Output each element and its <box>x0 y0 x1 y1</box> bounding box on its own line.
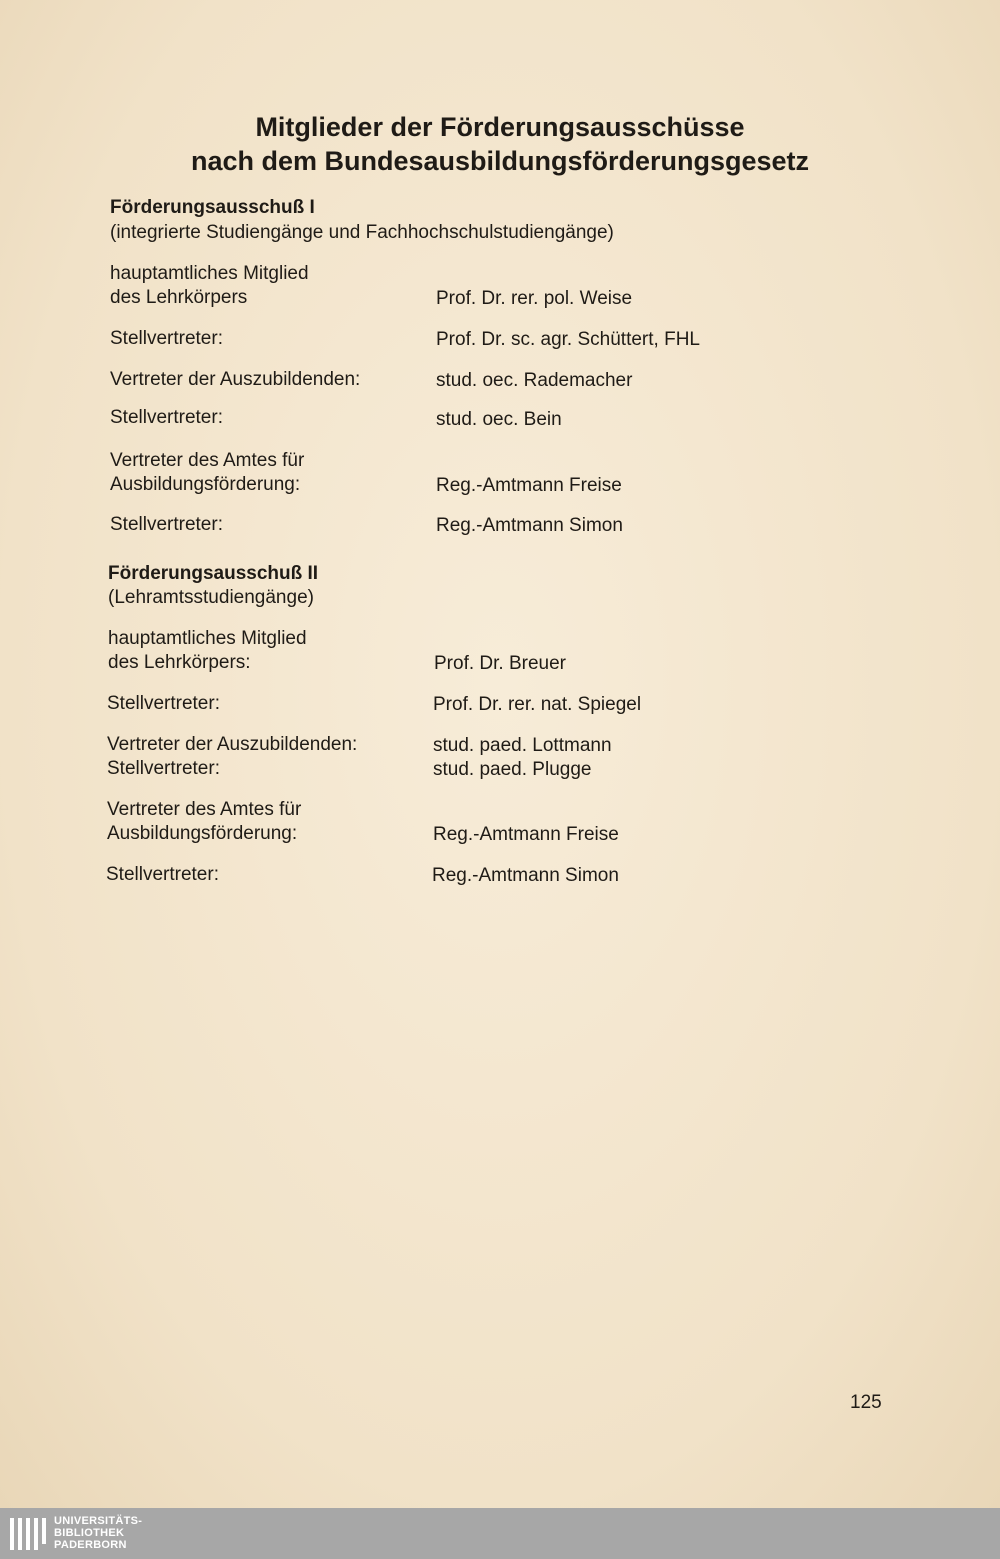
committee-2-heading: Förderungsausschuß II <box>108 563 319 584</box>
library-name-line-1: UNIVERSITÄTS- <box>54 1515 143 1527</box>
library-name <box>54 1515 142 1551</box>
c2-row4-label-line1: Vertreter des Amtes für <box>107 799 302 820</box>
page-number: 125 <box>850 1392 882 1413</box>
library-footer-bar <box>0 1508 1000 1559</box>
committee-1-heading: Förderungsausschuß I <box>110 197 315 218</box>
c1-row1-value: Prof. Dr. rer. pol. Weise <box>436 288 633 309</box>
c2-row5-label: Stellvertreter: <box>106 864 219 885</box>
c2-row4-label-line2: Ausbildungsförderung: <box>107 823 298 844</box>
c1-row5-label-line1: Vertreter des Amtes für <box>110 450 305 471</box>
committee-1-subheading: (integrierte Studiengänge und Fachhochschulstudiengänge) <box>110 222 614 243</box>
c2-row1-label-line2: des Lehrkörpers: <box>108 652 251 673</box>
c1-row5-label-line2: Ausbildungsförderung: <box>110 474 301 495</box>
c1-row6-value: Reg.-Amtmann Simon <box>436 515 623 536</box>
c1-row2-label: Stellvertreter: <box>110 328 223 349</box>
library-name-line-3: PADERBORN <box>54 1539 127 1551</box>
c2-row5-value: Reg.-Amtmann Simon <box>432 865 619 886</box>
c2-row3-label-line1: Vertreter der Auszubildenden: <box>107 734 358 755</box>
page-title-line-1: Mitglieder der Förderungsausschüsse <box>255 112 745 142</box>
library-name-line-2: BIBLIOTHEK <box>54 1527 125 1539</box>
c2-row3-value-line2: stud. paed. Plugge <box>433 759 592 780</box>
c1-row4-value: stud. oec. Bein <box>436 409 562 430</box>
library-logo-icon <box>8 1514 48 1554</box>
c1-row3-label: Vertreter der Auszubildenden: <box>110 369 361 390</box>
c1-row6-label: Stellvertreter: <box>110 514 223 535</box>
c2-row3-value-line1: stud. paed. Lottmann <box>433 735 612 756</box>
c2-row4-value: Reg.-Amtmann Freise <box>433 824 619 845</box>
page-title-line-2: nach dem Bundesausbildungsförderungsgesetz <box>190 146 810 176</box>
c2-row3-label-line2: Stellvertreter: <box>107 758 220 779</box>
c2-row1-value: Prof. Dr. Breuer <box>434 653 566 674</box>
c2-row1-label-line1: hauptamtliches Mitglied <box>108 628 307 649</box>
c1-row2-value: Prof. Dr. sc. agr. Schüttert, FHL <box>436 329 700 350</box>
committee-2-subheading: (Lehramtsstudiengänge) <box>108 587 314 608</box>
c1-row4-label: Stellvertreter: <box>110 407 223 428</box>
c1-row1-label-line1: hauptamtliches Mitglied <box>110 263 309 284</box>
c1-row5-value: Reg.-Amtmann Freise <box>436 475 622 496</box>
c2-row2-value: Prof. Dr. rer. nat. Spiegel <box>433 694 642 715</box>
c2-row2-label: Stellvertreter: <box>107 693 220 714</box>
c1-row3-value: stud. oec. Rademacher <box>436 370 633 391</box>
c1-row1-label-line2: des Lehrkörpers <box>110 287 248 308</box>
